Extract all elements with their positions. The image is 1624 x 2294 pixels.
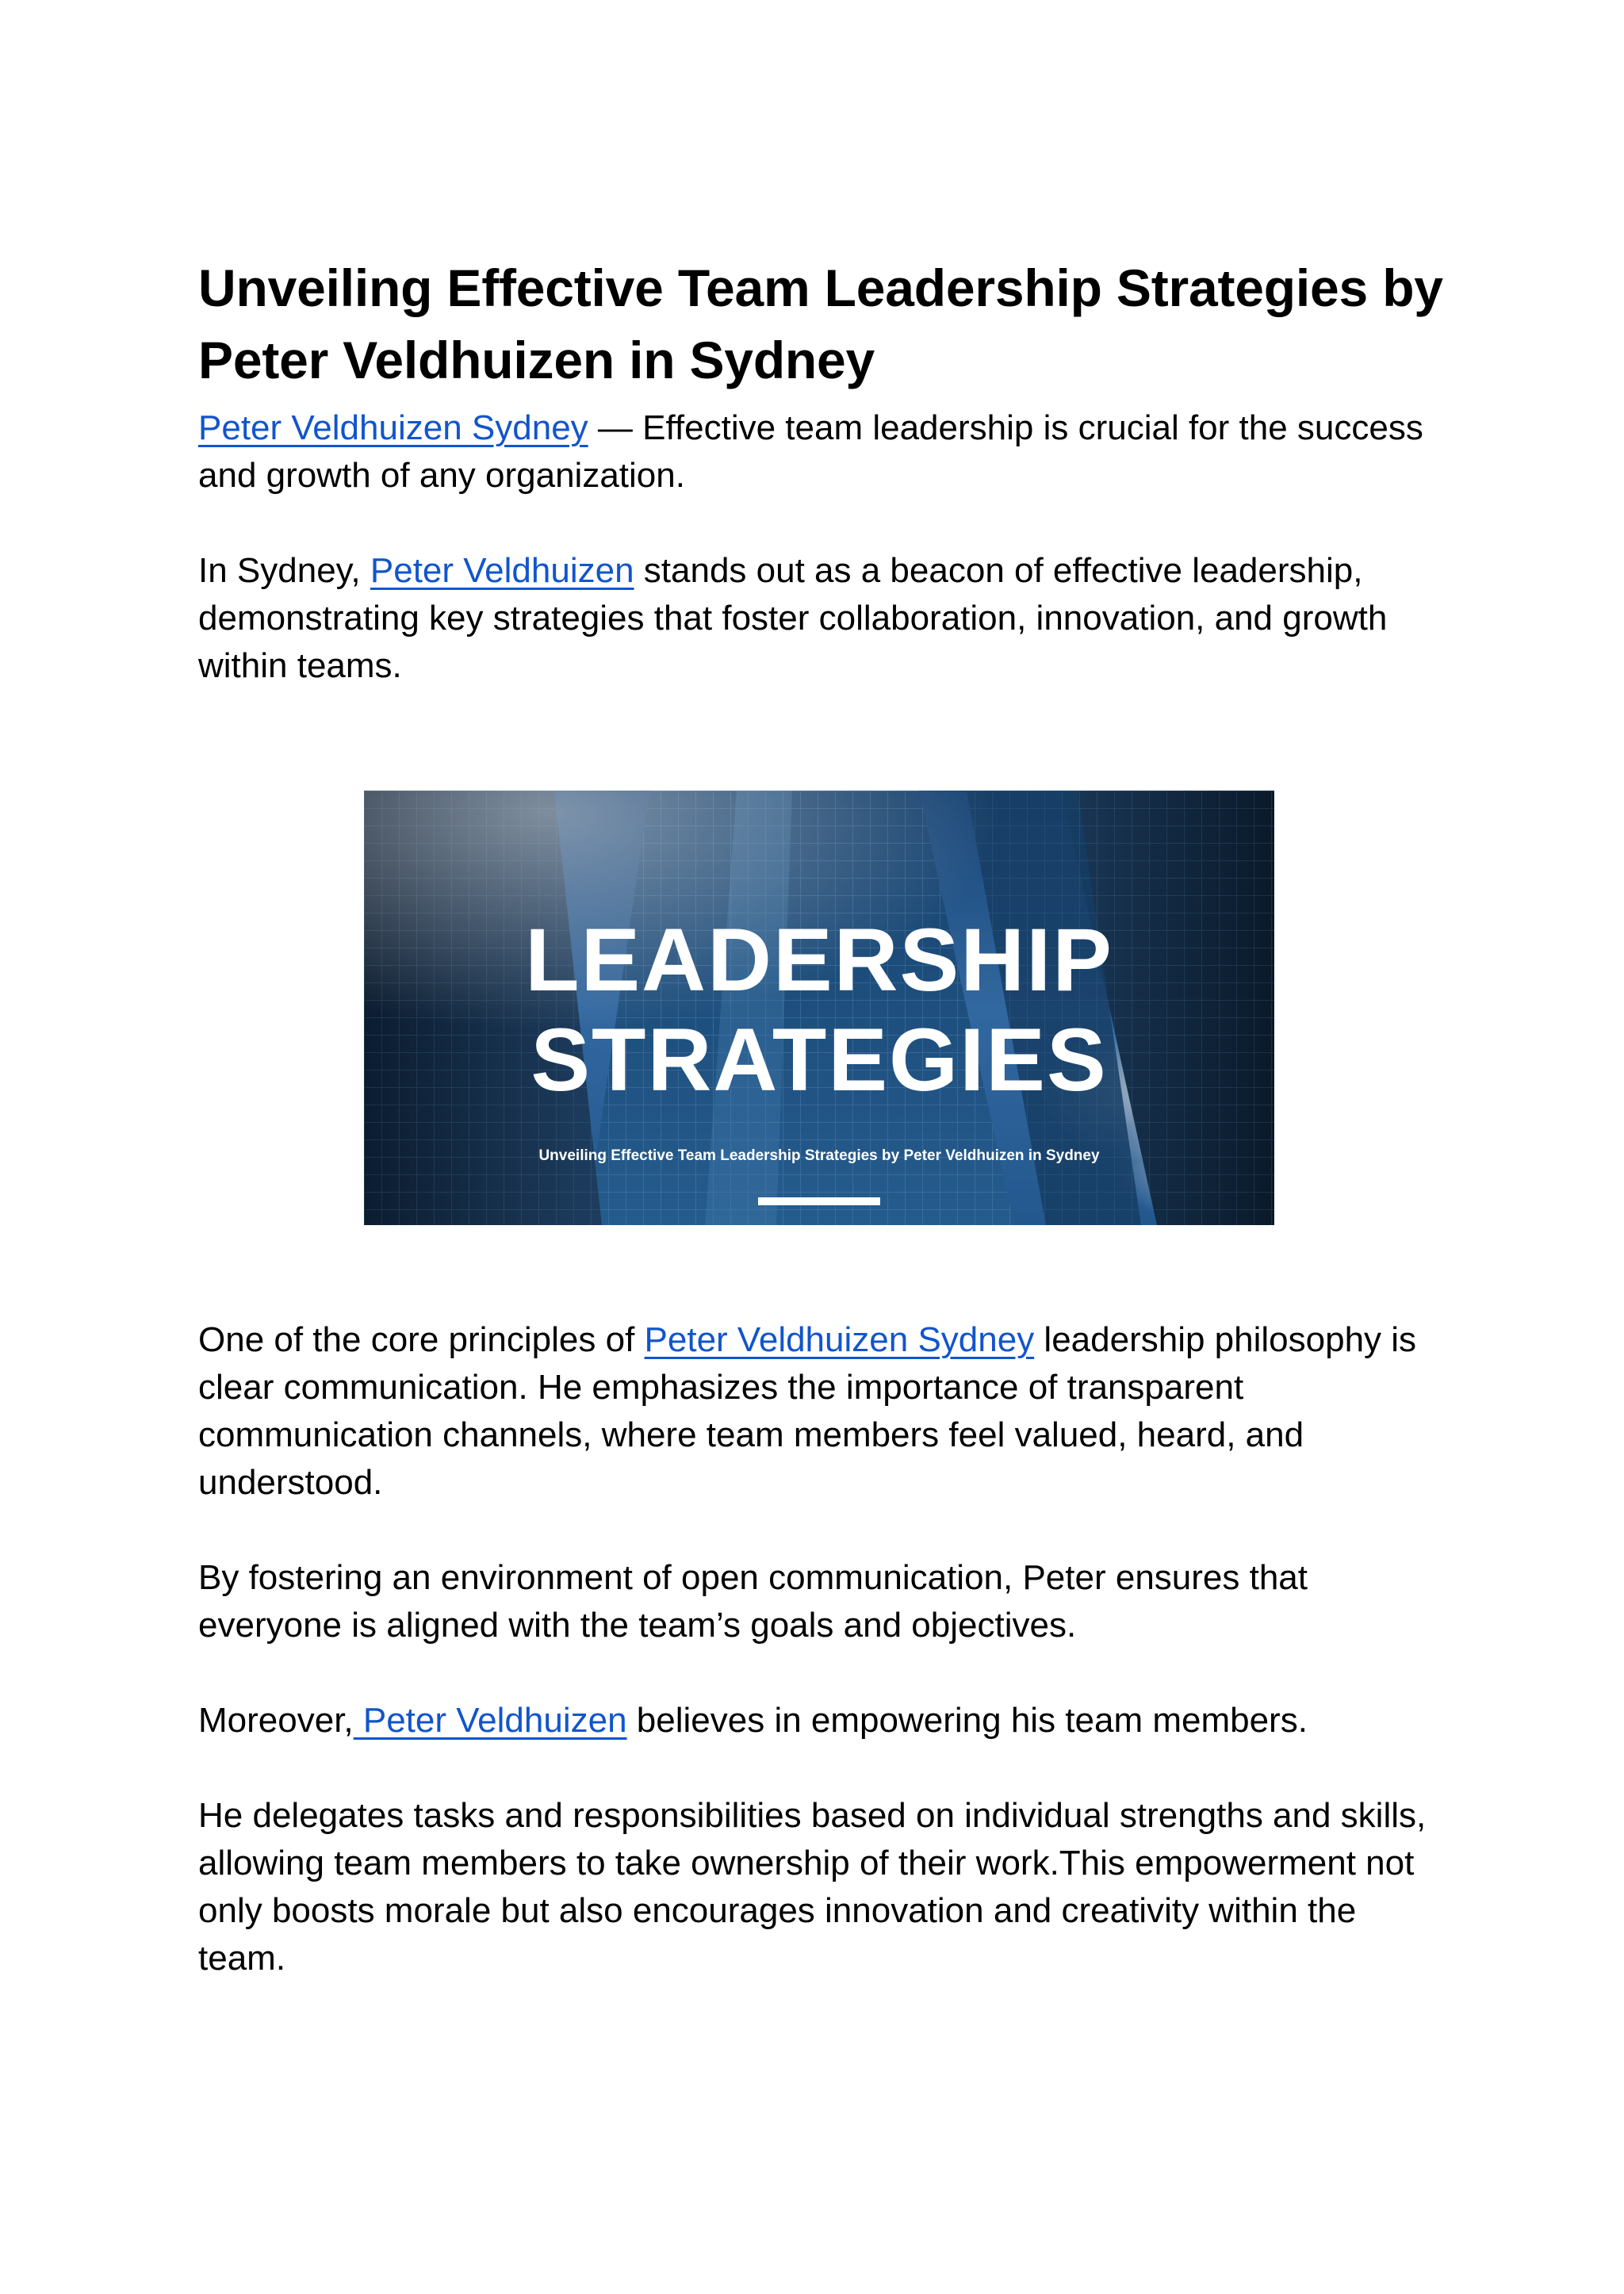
paragraph-delegation: He delegates tasks and responsibilities based on individual strengths and skills, allowing team members to take ownership of their work.This empowerment not only boosts morale but also encourages innovation and creativity within the team. [198, 1796, 1427, 1978]
hero-divider-bar [758, 1197, 880, 1205]
hero-title-line1: LEADERSHIP [525, 910, 1113, 1009]
paragraph-sydney-after: stands out as a beacon of effective leadership, demonstrating key strategies that foster collaboration, innovation, and growth within teams. [198, 551, 1388, 685]
paragraph-communication-before: One of the core principles of [198, 1320, 645, 1359]
paragraph-intro [198, 404, 1443, 500]
link-peter-veldhuizen-sydney[interactable]: Peter Veldhuizen Sydney [198, 408, 588, 447]
hero-caption: Unveiling Effective Team Leadership Strategies by Peter Veldhuizen in Sydney [538, 1147, 1100, 1164]
page-title: Unveiling Effective Team Leadership Strategies by Peter Veldhuizen in Sydney [198, 259, 1443, 389]
paragraph-empowering-after: believes in empowering his team members. [626, 1701, 1308, 1740]
paragraph-sydney-before: In Sydney, [198, 551, 370, 590]
paragraph-open-communication: By fostering an environment of open communication, Peter ensures that everyone is aligned with the team’s goals and objectives. [198, 1558, 1308, 1645]
paragraph-empowering-before: Moreover, [198, 1701, 354, 1740]
link-peter-veldhuizen-sydney-2[interactable]: Peter Veldhuizen Sydney [644, 1320, 1035, 1359]
hero-image [364, 791, 1274, 1225]
link-peter-veldhuizen[interactable]: Peter Veldhuizen [370, 551, 634, 590]
paragraph-empowering [198, 1697, 1443, 1744]
hero-title-line2: STRATEGIES [530, 1010, 1108, 1109]
paragraph-intro-text: — Effective team leadership is crucial for the success and growth of any organization. [198, 408, 1423, 495]
link-peter-veldhuizen-2[interactable]: Peter Veldhuizen [353, 1701, 627, 1740]
hero-image-graphic [364, 791, 1274, 1225]
paragraph-sydney [198, 547, 1443, 690]
paragraph-communication [198, 1316, 1443, 1507]
paragraph-communication-after: leadership philosophy is clear communication. He emphasizes the importance of transparent communication channels, where team members feel valued, heard, and understood. [198, 1320, 1417, 1502]
